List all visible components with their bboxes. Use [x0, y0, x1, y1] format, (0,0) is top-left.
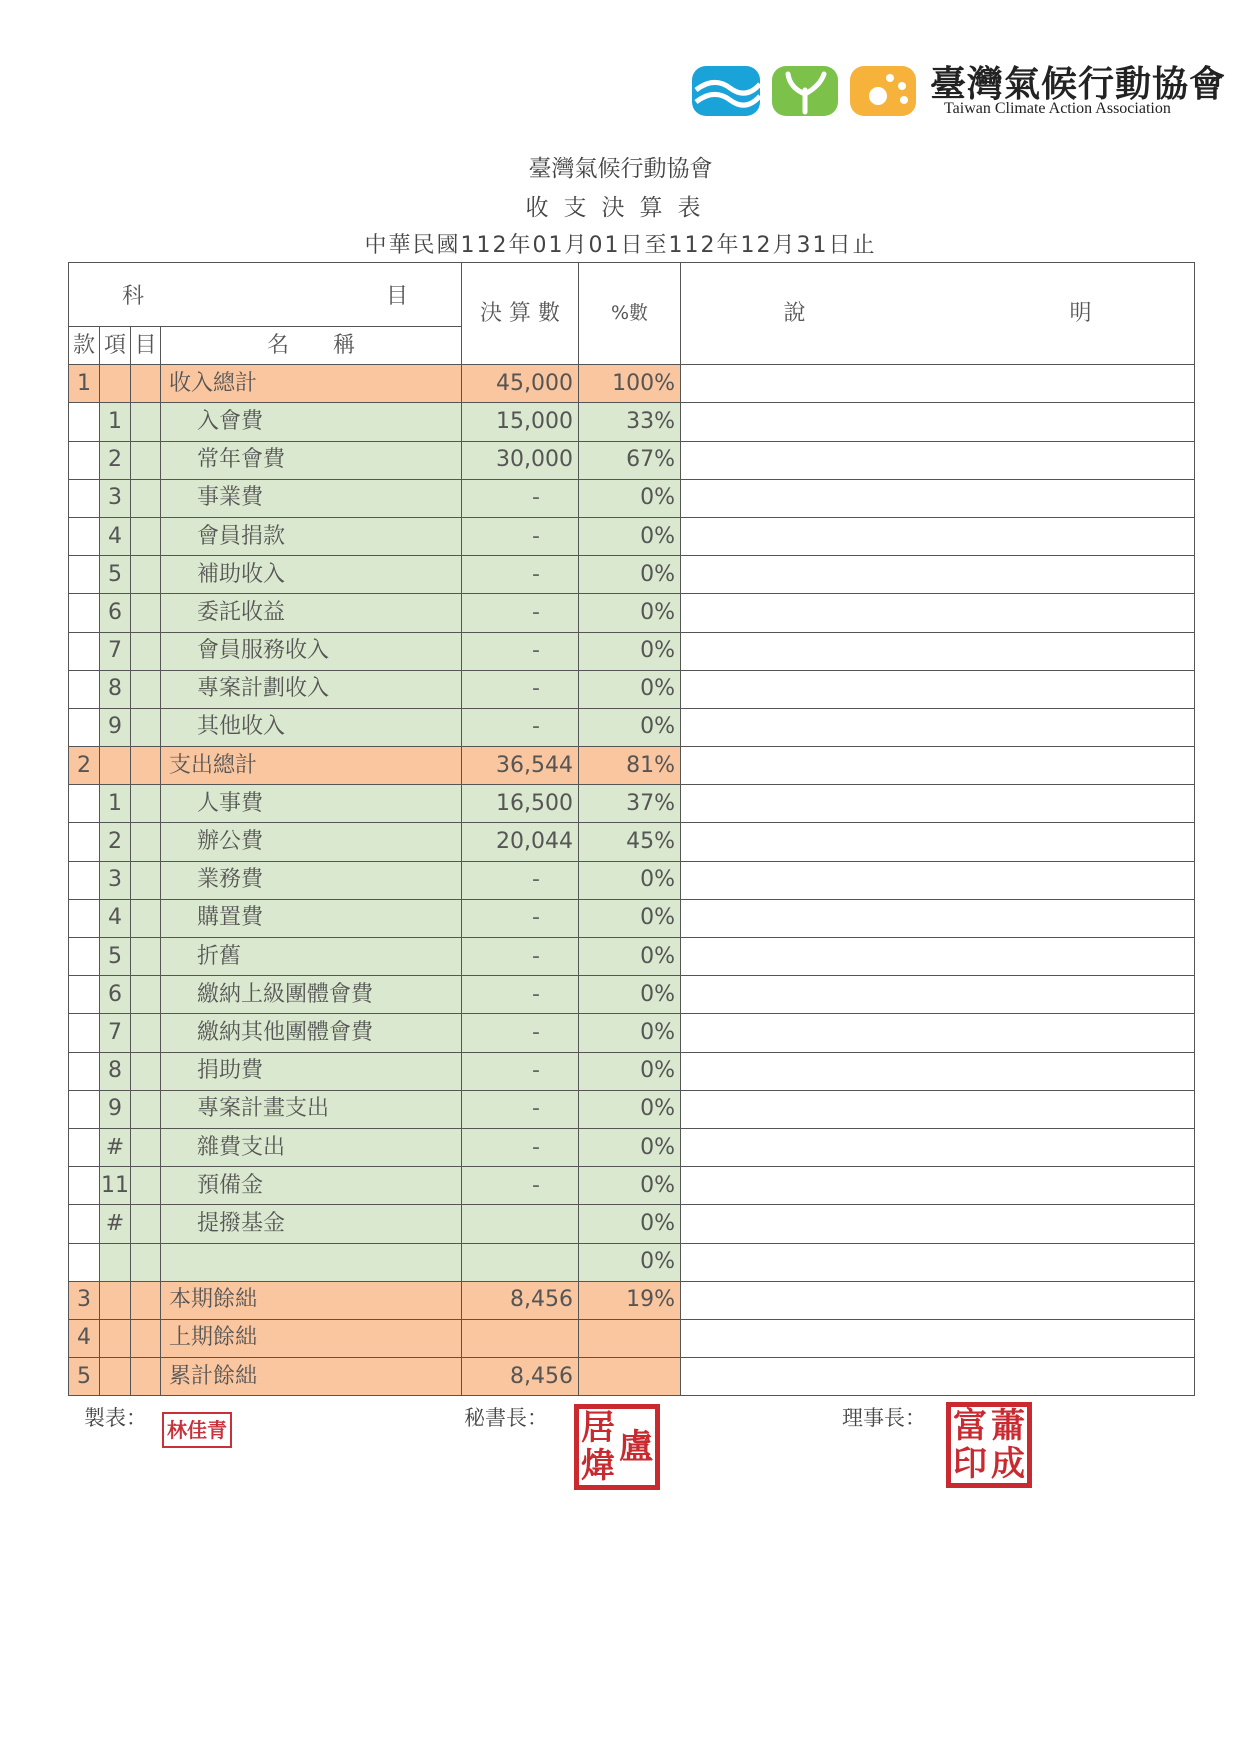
seal-char: 富: [953, 1406, 987, 1446]
cell-percent: 67%: [579, 441, 681, 479]
table-row: [69, 403, 1195, 441]
cell-name: 會員捐款: [161, 517, 462, 555]
cell-name: 辦公費: [161, 823, 462, 861]
cell-kuan: [69, 517, 100, 555]
cell-mu: [131, 594, 161, 632]
table-row: [69, 938, 1195, 976]
cell-amount: -: [462, 517, 579, 555]
cell-percent: 0%: [579, 1205, 681, 1243]
report-title: 收支決算表: [525, 195, 716, 221]
cell-name: 入會費: [161, 403, 462, 441]
cell-name: 繳納上級團體會費: [161, 976, 462, 1014]
cell-kuan: [69, 823, 100, 861]
cell-mu: [131, 899, 161, 937]
cell-mu: [131, 1358, 161, 1396]
table-row: [69, 1243, 1195, 1281]
cell-note: [681, 632, 1195, 670]
table-row: [69, 1167, 1195, 1205]
cell-name: 支出總計: [161, 747, 462, 785]
table-row: [69, 1052, 1195, 1090]
table-row: [69, 976, 1195, 1014]
cell-name: 上期餘絀: [161, 1319, 462, 1357]
cell-note: [681, 747, 1195, 785]
cell-xiang: [100, 1281, 131, 1319]
cell-xiang: 6: [100, 976, 131, 1014]
header-name: 名 稱: [161, 327, 462, 365]
cell-amount: [462, 1243, 579, 1281]
cell-name: 本期餘絀: [161, 1281, 462, 1319]
cell-amount: 8,456: [462, 1281, 579, 1319]
cell-percent: [579, 1319, 681, 1357]
header-mu: 目: [131, 327, 161, 365]
cell-kuan: 2: [69, 747, 100, 785]
cell-kuan: [69, 1205, 100, 1243]
seal-char: 盧: [619, 1427, 653, 1467]
cell-amount: -: [462, 1052, 579, 1090]
seal-char: 居: [581, 1408, 615, 1448]
cell-percent: 100%: [579, 365, 681, 403]
cell-amount: 8,456: [462, 1358, 579, 1396]
cell-percent: 0%: [579, 556, 681, 594]
cell-note: [681, 785, 1195, 823]
cell-mu: [131, 938, 161, 976]
cell-note: [681, 1167, 1195, 1205]
cell-xiang: [100, 747, 131, 785]
cell-percent: 0%: [579, 899, 681, 937]
cell-kuan: [69, 976, 100, 1014]
cell-percent: 0%: [579, 1090, 681, 1128]
org-title: 臺灣氣候行動協會: [528, 156, 713, 182]
cell-name: 業務費: [161, 861, 462, 899]
cell-mu: [131, 708, 161, 746]
cell-xiang: #: [100, 1205, 131, 1243]
chair-label: 理事長：: [842, 1406, 926, 1430]
cell-kuan: [69, 479, 100, 517]
table-row: [69, 556, 1195, 594]
header-percent: %數: [579, 263, 681, 365]
chair-seal: [946, 1402, 1032, 1488]
cell-amount: -: [462, 594, 579, 632]
cell-xiang: 8: [100, 1052, 131, 1090]
report-period: 中華民國112年01月01日至112年12月31日止: [364, 233, 877, 258]
cell-kuan: [69, 403, 100, 441]
cell-xiang: 4: [100, 899, 131, 937]
cell-amount: [462, 1319, 579, 1357]
table-row: [69, 479, 1195, 517]
seal-char: 印: [953, 1444, 987, 1484]
cell-kuan: [69, 556, 100, 594]
cell-xiang: 9: [100, 708, 131, 746]
cell-amount: -: [462, 899, 579, 937]
cell-mu: [131, 1281, 161, 1319]
cell-kuan: [69, 1243, 100, 1281]
cell-name: 收入總計: [161, 365, 462, 403]
cell-xiang: [100, 1243, 131, 1281]
cell-percent: 37%: [579, 785, 681, 823]
cell-percent: 0%: [579, 670, 681, 708]
cell-name: 常年會費: [161, 441, 462, 479]
cell-percent: 0%: [579, 632, 681, 670]
cell-percent: 0%: [579, 1052, 681, 1090]
cell-amount: -: [462, 1090, 579, 1128]
table-row: [69, 1014, 1195, 1052]
seal-char: 成: [991, 1444, 1025, 1484]
cell-mu: [131, 632, 161, 670]
cell-name: 專案計劃收入: [161, 670, 462, 708]
header-subject: 科 目: [69, 263, 462, 327]
cell-amount: 20,044: [462, 823, 579, 861]
cell-name: 折舊: [161, 938, 462, 976]
cell-kuan: 3: [69, 1281, 100, 1319]
table-row: [69, 632, 1195, 670]
cell-mu: [131, 785, 161, 823]
cell-note: [681, 976, 1195, 1014]
table-row: [69, 517, 1195, 555]
cell-note: [681, 899, 1195, 937]
cell-note: [681, 1128, 1195, 1166]
cell-note: [681, 556, 1195, 594]
cell-name: 專案計畫支出: [161, 1090, 462, 1128]
header-kuan: 款: [69, 327, 100, 365]
cell-note: [681, 365, 1195, 403]
table-row: [69, 594, 1195, 632]
cell-mu: [131, 1128, 161, 1166]
cell-note: [681, 938, 1195, 976]
cell-amount: 36,544: [462, 747, 579, 785]
cell-amount: -: [462, 1128, 579, 1166]
cell-amount: 15,000: [462, 403, 579, 441]
cell-mu: [131, 1319, 161, 1357]
cell-kuan: [69, 1014, 100, 1052]
cell-note: [681, 1243, 1195, 1281]
cell-name: 委託收益: [161, 594, 462, 632]
table-row: [69, 708, 1195, 746]
cell-percent: 0%: [579, 1243, 681, 1281]
cell-kuan: [69, 708, 100, 746]
cell-amount: -: [462, 1167, 579, 1205]
table-row: [69, 1358, 1195, 1396]
cell-mu: [131, 1205, 161, 1243]
cell-note: [681, 823, 1195, 861]
cell-kuan: [69, 441, 100, 479]
cell-name: 預備金: [161, 1167, 462, 1205]
cell-kuan: 1: [69, 365, 100, 403]
cell-mu: [131, 479, 161, 517]
cell-xiang: 11: [100, 1167, 131, 1205]
cell-xiang: 4: [100, 517, 131, 555]
seal-char: 蕭: [991, 1406, 1025, 1446]
cell-mu: [131, 556, 161, 594]
cell-mu: [131, 365, 161, 403]
table-row: [69, 441, 1195, 479]
cell-kuan: 4: [69, 1319, 100, 1357]
cell-note: [681, 670, 1195, 708]
cell-mu: [131, 517, 161, 555]
table-row: [69, 823, 1195, 861]
cell-kuan: [69, 594, 100, 632]
cell-percent: 33%: [579, 403, 681, 441]
cell-xiang: 1: [100, 785, 131, 823]
cell-amount: 45,000: [462, 365, 579, 403]
cell-xiang: 9: [100, 1090, 131, 1128]
cell-amount: -: [462, 1014, 579, 1052]
cell-mu: [131, 823, 161, 861]
table-row: [69, 1090, 1195, 1128]
cell-xiang: 3: [100, 861, 131, 899]
cell-percent: 0%: [579, 1014, 681, 1052]
cell-kuan: [69, 899, 100, 937]
cell-percent: 0%: [579, 976, 681, 1014]
cell-mu: [131, 1052, 161, 1090]
logo-name-zh: 臺灣氣候行動協會: [930, 63, 1227, 105]
preparer-label: 製表：: [84, 1406, 147, 1430]
table-row: [69, 785, 1195, 823]
cell-percent: 0%: [579, 1128, 681, 1166]
cell-percent: 45%: [579, 823, 681, 861]
cell-name: 捐助費: [161, 1052, 462, 1090]
table-row: [69, 670, 1195, 708]
cell-amount: 16,500: [462, 785, 579, 823]
cell-note: [681, 1052, 1195, 1090]
cell-xiang: 3: [100, 479, 131, 517]
cell-amount: -: [462, 938, 579, 976]
cell-kuan: 5: [69, 1358, 100, 1396]
cell-note: [681, 479, 1195, 517]
cell-amount: -: [462, 976, 579, 1014]
cell-xiang: 2: [100, 823, 131, 861]
seal-char: 煒: [581, 1446, 615, 1486]
cell-note: [681, 1090, 1195, 1128]
cell-xiang: 7: [100, 632, 131, 670]
cell-kuan: [69, 938, 100, 976]
cell-note: [681, 441, 1195, 479]
secretary-label: 秘書長：: [464, 1406, 548, 1430]
cell-percent: 0%: [579, 938, 681, 976]
cell-note: [681, 594, 1195, 632]
cell-mu: [131, 670, 161, 708]
cell-note: [681, 403, 1195, 441]
table-row: [69, 365, 1195, 403]
cell-amount: -: [462, 861, 579, 899]
cell-mu: [131, 1090, 161, 1128]
table-row: [69, 1319, 1195, 1357]
cell-percent: 81%: [579, 747, 681, 785]
logo-name-en: Taiwan Climate Action Association: [944, 100, 1171, 117]
table-row: [69, 1281, 1195, 1319]
cell-amount: -: [462, 670, 579, 708]
table-row: [69, 1128, 1195, 1166]
cell-name: 提撥基金: [161, 1205, 462, 1243]
cell-mu: [131, 441, 161, 479]
table-row: [69, 1205, 1195, 1243]
cell-percent: 0%: [579, 594, 681, 632]
cell-kuan: [69, 861, 100, 899]
cell-amount: -: [462, 708, 579, 746]
cell-kuan: [69, 1128, 100, 1166]
header-note: 說 明: [681, 263, 1195, 365]
cell-note: [681, 1281, 1195, 1319]
cell-percent: 0%: [579, 708, 681, 746]
cell-note: [681, 1014, 1195, 1052]
cell-mu: [131, 861, 161, 899]
cell-xiang: 6: [100, 594, 131, 632]
cell-xiang: 5: [100, 556, 131, 594]
cell-mu: [131, 747, 161, 785]
organization-logo: [690, 56, 1227, 126]
cell-name: 購置費: [161, 899, 462, 937]
cell-name: 繳納其他團體會費: [161, 1014, 462, 1052]
cell-kuan: [69, 670, 100, 708]
cell-xiang: 1: [100, 403, 131, 441]
cell-note: [681, 517, 1195, 555]
cell-name: [161, 1243, 462, 1281]
cell-kuan: [69, 1090, 100, 1128]
cell-amount: 30,000: [462, 441, 579, 479]
cell-name: 雜費支出: [161, 1128, 462, 1166]
cell-xiang: #: [100, 1128, 131, 1166]
cell-name: 人事費: [161, 785, 462, 823]
cell-name: 事業費: [161, 479, 462, 517]
cell-xiang: [100, 1319, 131, 1357]
budget-table: [68, 262, 1195, 1396]
table-row: [69, 861, 1195, 899]
cell-kuan: [69, 1052, 100, 1090]
cell-name: 補助收入: [161, 556, 462, 594]
cell-xiang: [100, 1358, 131, 1396]
header-amount: 決 算 數: [462, 263, 579, 365]
cell-percent: 0%: [579, 517, 681, 555]
cell-amount: -: [462, 479, 579, 517]
cell-mu: [131, 1014, 161, 1052]
cell-kuan: [69, 632, 100, 670]
cell-mu: [131, 403, 161, 441]
preparer-stamp: 林佳青: [162, 1412, 232, 1448]
cell-kuan: [69, 1167, 100, 1205]
cell-name: 累計餘絀: [161, 1358, 462, 1396]
cell-mu: [131, 1243, 161, 1281]
table-row: [69, 747, 1195, 785]
cell-note: [681, 861, 1195, 899]
cell-name: 其他收入: [161, 708, 462, 746]
cell-amount: -: [462, 556, 579, 594]
cell-percent: 0%: [579, 861, 681, 899]
cell-mu: [131, 1167, 161, 1205]
header-xiang: 項: [100, 327, 131, 365]
cell-percent: [579, 1358, 681, 1396]
cell-note: [681, 1205, 1195, 1243]
logo-marks-icon: [690, 60, 930, 120]
cell-percent: 19%: [579, 1281, 681, 1319]
cell-note: [681, 708, 1195, 746]
cell-percent: 0%: [579, 479, 681, 517]
cell-percent: 0%: [579, 1167, 681, 1205]
cell-mu: [131, 976, 161, 1014]
cell-kuan: [69, 785, 100, 823]
cell-xiang: 8: [100, 670, 131, 708]
cell-name: 會員服務收入: [161, 632, 462, 670]
cell-amount: [462, 1205, 579, 1243]
cell-note: [681, 1319, 1195, 1357]
cell-amount: -: [462, 632, 579, 670]
cell-xiang: 7: [100, 1014, 131, 1052]
cell-xiang: [100, 365, 131, 403]
cell-note: [681, 1358, 1195, 1396]
table-row: [69, 899, 1195, 937]
secretary-seal: [574, 1404, 660, 1490]
cell-xiang: 2: [100, 441, 131, 479]
cell-xiang: 5: [100, 938, 131, 976]
